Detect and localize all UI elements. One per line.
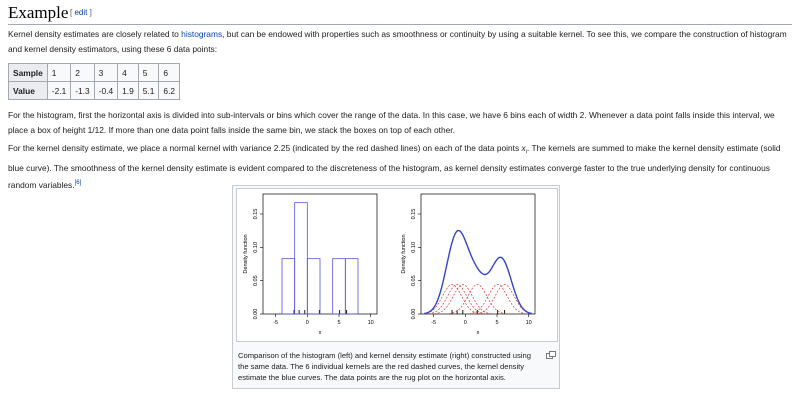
x-tick-label: -5 (273, 320, 279, 326)
histogram-bar (282, 259, 295, 314)
table-cell: 6.2 (159, 82, 180, 100)
histogram-bar (345, 259, 358, 314)
table-cell: 5.1 (138, 82, 159, 100)
histograms-link[interactable]: histograms (181, 29, 223, 39)
y-tick-label: 0.15 (411, 208, 417, 220)
y-tick-label: 0.10 (253, 241, 259, 253)
y-tick-label: 0.05 (411, 275, 417, 287)
histogram-bar (295, 203, 308, 314)
kernel-curve (429, 284, 485, 313)
table-cell: 4 (118, 64, 139, 82)
x-tick-label: 0 (463, 320, 467, 326)
edit-section: [ edit ] (70, 8, 92, 17)
table-row (9, 82, 180, 100)
table-cell: 1 (47, 64, 70, 82)
y-axis-label: Density function (401, 234, 407, 274)
table-cell: 2 (71, 64, 94, 82)
intro-paragraph: Kernel density estimates are closely related to histograms, but can be endowed with properties such as smoothness or continuity by using a suitable kernel. To see this, we compare the construction of histogram and kernel density estimators, using these 6 data points: (8, 29, 787, 54)
x-tick-label: 0 (305, 320, 309, 326)
y-tick-label: 0.10 (411, 241, 417, 253)
x-tick-label: 5 (337, 320, 341, 326)
y-tick-label: 0.00 (411, 308, 417, 320)
table-cell: Sample (9, 64, 48, 82)
comparison-charts (237, 189, 557, 341)
histogram-bar (307, 259, 320, 314)
figure-thumbnail (232, 185, 560, 389)
plot-frame (421, 194, 535, 314)
y-tick-label: 0.15 (253, 208, 259, 220)
table-cell: -2.1 (47, 82, 70, 100)
edit-link[interactable]: edit (74, 8, 88, 17)
section-title: Example (8, 3, 69, 22)
kernel-curve (469, 284, 525, 313)
kde-curve (424, 231, 532, 314)
table-cell: -0.4 (94, 82, 117, 100)
x-axis-label: x (476, 330, 480, 336)
figure-image[interactable] (236, 188, 558, 342)
x-axis-label: x (318, 330, 322, 336)
table-cell: 1.9 (118, 82, 139, 100)
x-tick-label: 10 (367, 320, 374, 326)
histogram-bar (333, 259, 346, 314)
figure-caption: Comparison of the histogram (left) and kernel density estimate (right) constructed using the same data. The 6 individual kernels are the red dashed curves, the kernel density estimate the blue curves. The data points are the rug plot on the horizontal axis. (238, 351, 531, 382)
table-cell: 5 (138, 64, 159, 82)
data-points-table (8, 63, 180, 100)
table-cell: Value (9, 82, 48, 100)
kde-paragraph: For the kernel density estimate, we place a normal kernel with variance 2.25 (indicated by the red dashed lines) on each of the data points $x_i$. The kernels are summed to make the kernel density estimate (solid blue curve). The smoothness of the kernel density estimate is evident compared to the discreteness of the histogram, as kernel density estimates converge faster to the true underlying density for continuous random variables.[6] (8, 143, 781, 190)
x-tick-label: 10 (525, 320, 532, 326)
y-tick-label: 0.05 (253, 275, 259, 287)
histogram-paragraph: For the histogram, first the horizontal axis is divided into sub-intervals or bins which cover the range of the data. In this case, we have 6 bins each of width 2. Whenever a data point falls inside this interval, we place a box of height 1/12. If more than one data point falls inside the same bin, we stack the boxes on top of each other. (8, 110, 775, 135)
y-axis-label: Density function (243, 234, 249, 274)
table-cell: -1.3 (71, 82, 94, 100)
table-cell: 3 (94, 64, 117, 82)
x-tick-label: -5 (431, 320, 437, 326)
table-cell: 6 (159, 64, 180, 82)
enlarge-icon[interactable] (546, 351, 556, 359)
section-heading (8, 2, 792, 25)
y-tick-label: 0.00 (253, 308, 259, 320)
table-header-row (9, 64, 180, 82)
x-tick-label: 5 (495, 320, 499, 326)
reference-link[interactable]: [6] (74, 179, 82, 186)
